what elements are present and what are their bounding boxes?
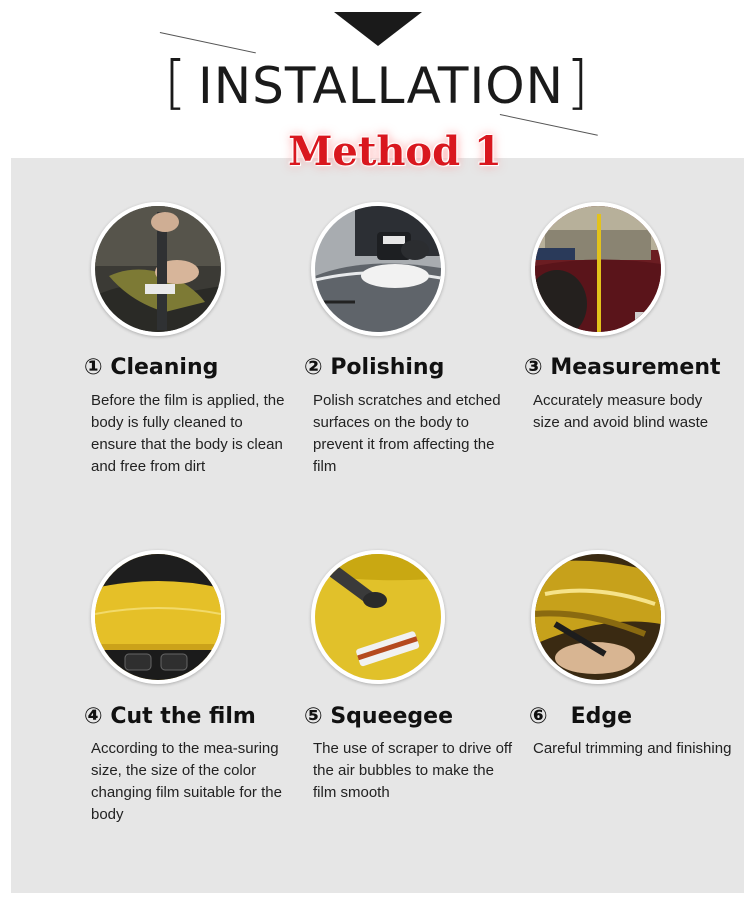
- step-description: The use of scraper to drive off the air bubbles to make the film smooth: [313, 740, 512, 801]
- page-title: INSTALLATION: [198, 57, 564, 115]
- step-title: ① Cleaning: [84, 355, 219, 380]
- steps-panel: [11, 158, 744, 893]
- squeegee-photo: [311, 550, 445, 684]
- step-title: ② Polishing: [304, 355, 445, 380]
- method-subtitle: Method 1: [288, 128, 502, 175]
- step-description: Accurately measure body size and avoid blind waste: [533, 392, 709, 431]
- step-description: According to the mea-suring size, the size of the color changing film suitable for the body: [91, 740, 282, 823]
- step-title: ③ Measurement: [524, 355, 721, 380]
- title-bracket-right: ]: [566, 48, 589, 116]
- step-title: ⑥ Edge: [529, 704, 633, 729]
- down-arrow-icon: [334, 12, 422, 46]
- header: [0, 0, 754, 175]
- step-description: Careful trimming and finishing: [533, 740, 732, 757]
- polishing-photo: [311, 202, 445, 336]
- title-bracket-left: [: [164, 48, 187, 116]
- edge-photo: [531, 550, 665, 684]
- measurement-photo: [531, 202, 665, 336]
- step-title: ④ Cut the film: [84, 704, 256, 729]
- step-description: Polish scratches and etched surfaces on the body to prevent it from affecting the film: [313, 392, 501, 475]
- step-description: Before the film is applied, the body is fully cleaned to ensure that the body is clean and free from dirt: [91, 392, 285, 475]
- cut-film-photo: [91, 550, 225, 684]
- step-title: ⑤ Squeegee: [304, 704, 453, 729]
- cleaning-photo: [91, 202, 225, 336]
